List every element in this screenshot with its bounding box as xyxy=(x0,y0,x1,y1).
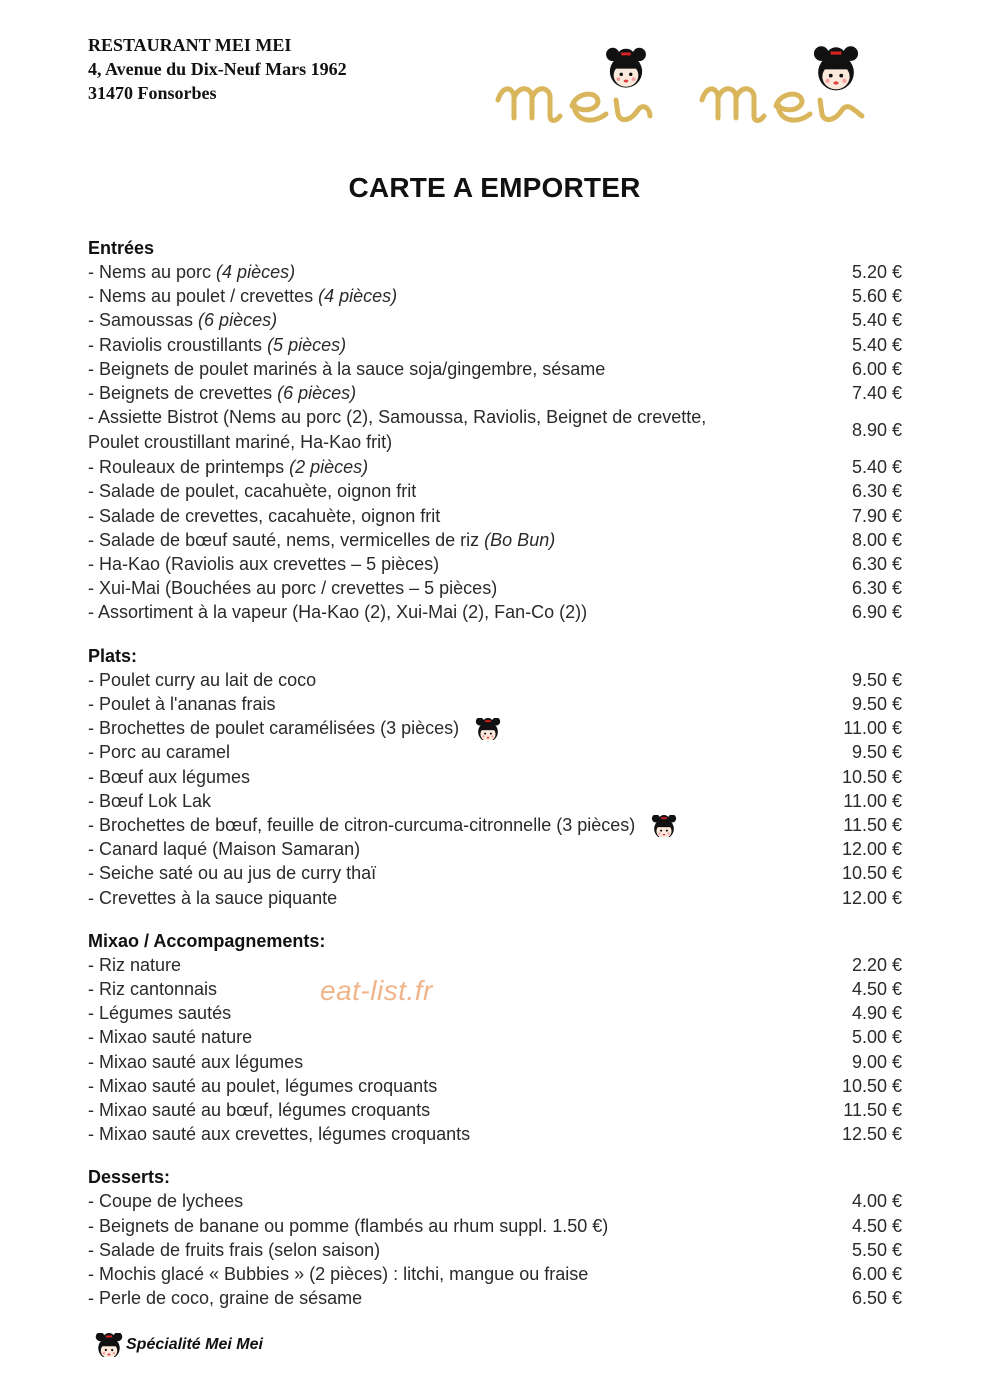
menu-item: - Mixao sauté nature 5.00 € xyxy=(88,1025,902,1049)
section-title: Plats: xyxy=(88,645,138,666)
menu-item: - Crevettes à la sauce piquante 12.00 € xyxy=(88,886,902,910)
menu-item: - Assortiment à la vapeur (Ha-Kao (2), Xui-Mai (2), Fan-Co (2)) 6.90 € xyxy=(88,600,902,624)
item-price: 8.90 € xyxy=(851,420,902,441)
restaurant-street: 4, Avenue du Dix-Neuf Mars 1962 xyxy=(88,59,347,79)
menu-item: - Mixao sauté au poulet, légumes croquants 10.50 € xyxy=(88,1074,902,1098)
section-mixao xyxy=(88,929,902,1147)
item-price: 5.40 € xyxy=(851,310,902,331)
menu-item: - Brochettes de bœuf, feuille de citron-curcuma-citronnelle (3 pièces) 11.50 € xyxy=(88,813,902,837)
menu-item: - Mochis glacé « Bubbies » (2 pièces) : litchi, mangue ou fraise 6.00 € xyxy=(88,1262,902,1286)
item-price: 2.20 € xyxy=(851,954,902,975)
item-price: 5.50 € xyxy=(851,1239,902,1260)
mei-mei-logo xyxy=(490,40,880,140)
restaurant-name: RESTAURANT MEI MEI xyxy=(88,35,292,55)
menu-item: - Brochettes de poulet caramélisées (3 pièces) 11.00 € xyxy=(88,716,902,740)
menu-item: - Mixao sauté aux crevettes, légumes croquants 12.50 € xyxy=(88,1122,902,1146)
menu-item: - Xui-Mai (Bouchées au porc / crevettes – 5 pièces) 6.30 € xyxy=(88,576,902,600)
menu-item: - Riz cantonnais 4.50 € xyxy=(88,977,902,1001)
menu-item: - Poulet curry au lait de coco 9.50 € xyxy=(88,668,902,692)
item-price: 4.00 € xyxy=(851,1191,902,1212)
menu-item: - Ha-Kao (Raviolis aux crevettes – 5 pièces) 6.30 € xyxy=(88,552,902,576)
item-price: 4.50 € xyxy=(851,1215,902,1236)
item-price: 11.00 € xyxy=(843,790,902,811)
menu-item: - Salade de crevettes, cacahuète, oignon frit 7.90 € xyxy=(88,504,902,528)
item-price: 7.40 € xyxy=(851,383,902,404)
page-title: CARTE A EMPORTER xyxy=(348,172,641,203)
item-price: 6.50 € xyxy=(851,1288,902,1309)
menu-item: - Porc au caramel 9.50 € xyxy=(88,740,902,764)
item-price: 5.00 € xyxy=(851,1027,902,1048)
item-price: 4.50 € xyxy=(851,978,902,999)
section-title: Entrées xyxy=(88,238,155,258)
item-price: 7.90 € xyxy=(851,505,902,526)
item-price: 5.20 € xyxy=(851,262,902,282)
specialty-legend xyxy=(94,1333,263,1357)
menu-item: - Perle de coco, graine de sésame 6.50 € xyxy=(88,1286,902,1310)
item-price: 6.90 € xyxy=(851,602,902,623)
item-price: 10.50 € xyxy=(841,863,902,884)
item-price: 9.00 € xyxy=(851,1051,902,1072)
item-price: 6.00 € xyxy=(851,358,902,379)
item-price: 11.00 € xyxy=(843,718,902,739)
menu-item: - Bœuf aux légumes 10.50 € xyxy=(88,765,902,789)
menu-item: - Beignets de banane ou pomme (flambés au rhum suppl. 1.50 €) 4.50 € xyxy=(88,1214,902,1238)
menu-item: - Samoussas (6 pièces) 5.40 € xyxy=(88,308,902,332)
menu-item: - Seiche saté ou au jus de curry thaï 10.50 € xyxy=(88,861,902,885)
menu-item: - Riz nature 2.20 € xyxy=(88,953,902,977)
menu-item: - Coupe de lychees 4.00 € xyxy=(88,1189,902,1213)
item-price: 5.40 € xyxy=(851,334,902,355)
item-price: 9.50 € xyxy=(851,742,902,763)
menu-item: - Beignets de poulet marinés à la sauce soja/gingembre, sésame 6.00 € xyxy=(88,357,902,381)
restaurant-city: 31470 Fonsorbes xyxy=(88,83,217,103)
item-price: 6.30 € xyxy=(851,578,902,599)
menu-item: - Salade de bœuf sauté, nems, vermicelles de riz (Bo Bun) 8.00 € xyxy=(88,528,902,552)
menu-item: - Assiette Bistrot (Nems au porc (2), Samoussa, Raviolis, Beignet de crevette, Poulet croustillant mariné, Ha-Kao frit) 8.90 € xyxy=(88,407,902,453)
item-price: 9.50 € xyxy=(851,669,902,690)
mei-mei-doll-icon xyxy=(649,815,679,837)
menu-item: - Nems au porc (4 pièces) 5.20 € xyxy=(88,260,902,284)
section-title: Mixao / Accompagnements: xyxy=(88,930,326,951)
section-plats xyxy=(88,644,902,910)
menu-item: - Poulet à l'ananas frais 9.50 € xyxy=(88,692,902,716)
item-price: 5.40 € xyxy=(851,457,902,478)
item-price: 12.00 € xyxy=(841,887,902,908)
menu-item: - Nems au poulet / crevettes (4 pièces) 5.60 € xyxy=(88,284,902,308)
item-price: 12.50 € xyxy=(841,1124,902,1145)
menu-item: - Mixao sauté au bœuf, légumes croquants 11.50 € xyxy=(88,1098,902,1122)
menu xyxy=(88,236,902,1329)
restaurant-address xyxy=(88,33,347,105)
item-price: 6.00 € xyxy=(851,1264,902,1284)
item-price: 8.00 € xyxy=(851,529,902,550)
watermark: eat-list.fr xyxy=(320,975,433,1006)
item-price: 4.90 € xyxy=(851,1003,902,1024)
specialty-label: Spécialité Mei Mei xyxy=(126,1336,263,1353)
item-price: 5.60 € xyxy=(851,286,902,307)
item-price: 6.30 € xyxy=(851,554,902,575)
menu-item: - Rouleaux de printemps (2 pièces) 5.40 € xyxy=(88,455,902,479)
menu-item: - Canard laqué (Maison Samaran) 12.00 € xyxy=(88,837,902,861)
section-entrees xyxy=(88,236,902,625)
section-desserts xyxy=(88,1165,902,1310)
menu-item: - Légumes sautés 4.90 € xyxy=(88,1001,902,1025)
item-price: 11.50 € xyxy=(843,1099,902,1120)
section-title: Desserts: xyxy=(88,1167,171,1188)
item-price: 6.30 € xyxy=(851,481,902,502)
menu-item: - Beignets de crevettes (6 pièces) 7.40 € xyxy=(88,381,902,405)
menu-item: - Salade de poulet, cacahuète, oignon frit 6.30 € xyxy=(88,479,902,503)
menu-item: - Salade de fruits frais (selon saison) 5.50 € xyxy=(88,1238,902,1262)
item-price: 9.50 € xyxy=(851,693,902,714)
mei-mei-doll-icon xyxy=(473,718,503,740)
menu-item: - Mixao sauté aux légumes 9.00 € xyxy=(88,1050,902,1074)
menu-item: - Raviolis croustillants (5 pièces) 5.40 € xyxy=(88,333,902,357)
item-price: 10.50 € xyxy=(841,1075,902,1096)
item-price: 11.50 € xyxy=(843,814,902,835)
mei-mei-doll-icon xyxy=(94,1333,124,1357)
item-price: 10.50 € xyxy=(841,766,902,787)
menu-item: - Bœuf Lok Lak 11.00 € xyxy=(88,789,902,813)
item-price: 12.00 € xyxy=(841,839,902,860)
